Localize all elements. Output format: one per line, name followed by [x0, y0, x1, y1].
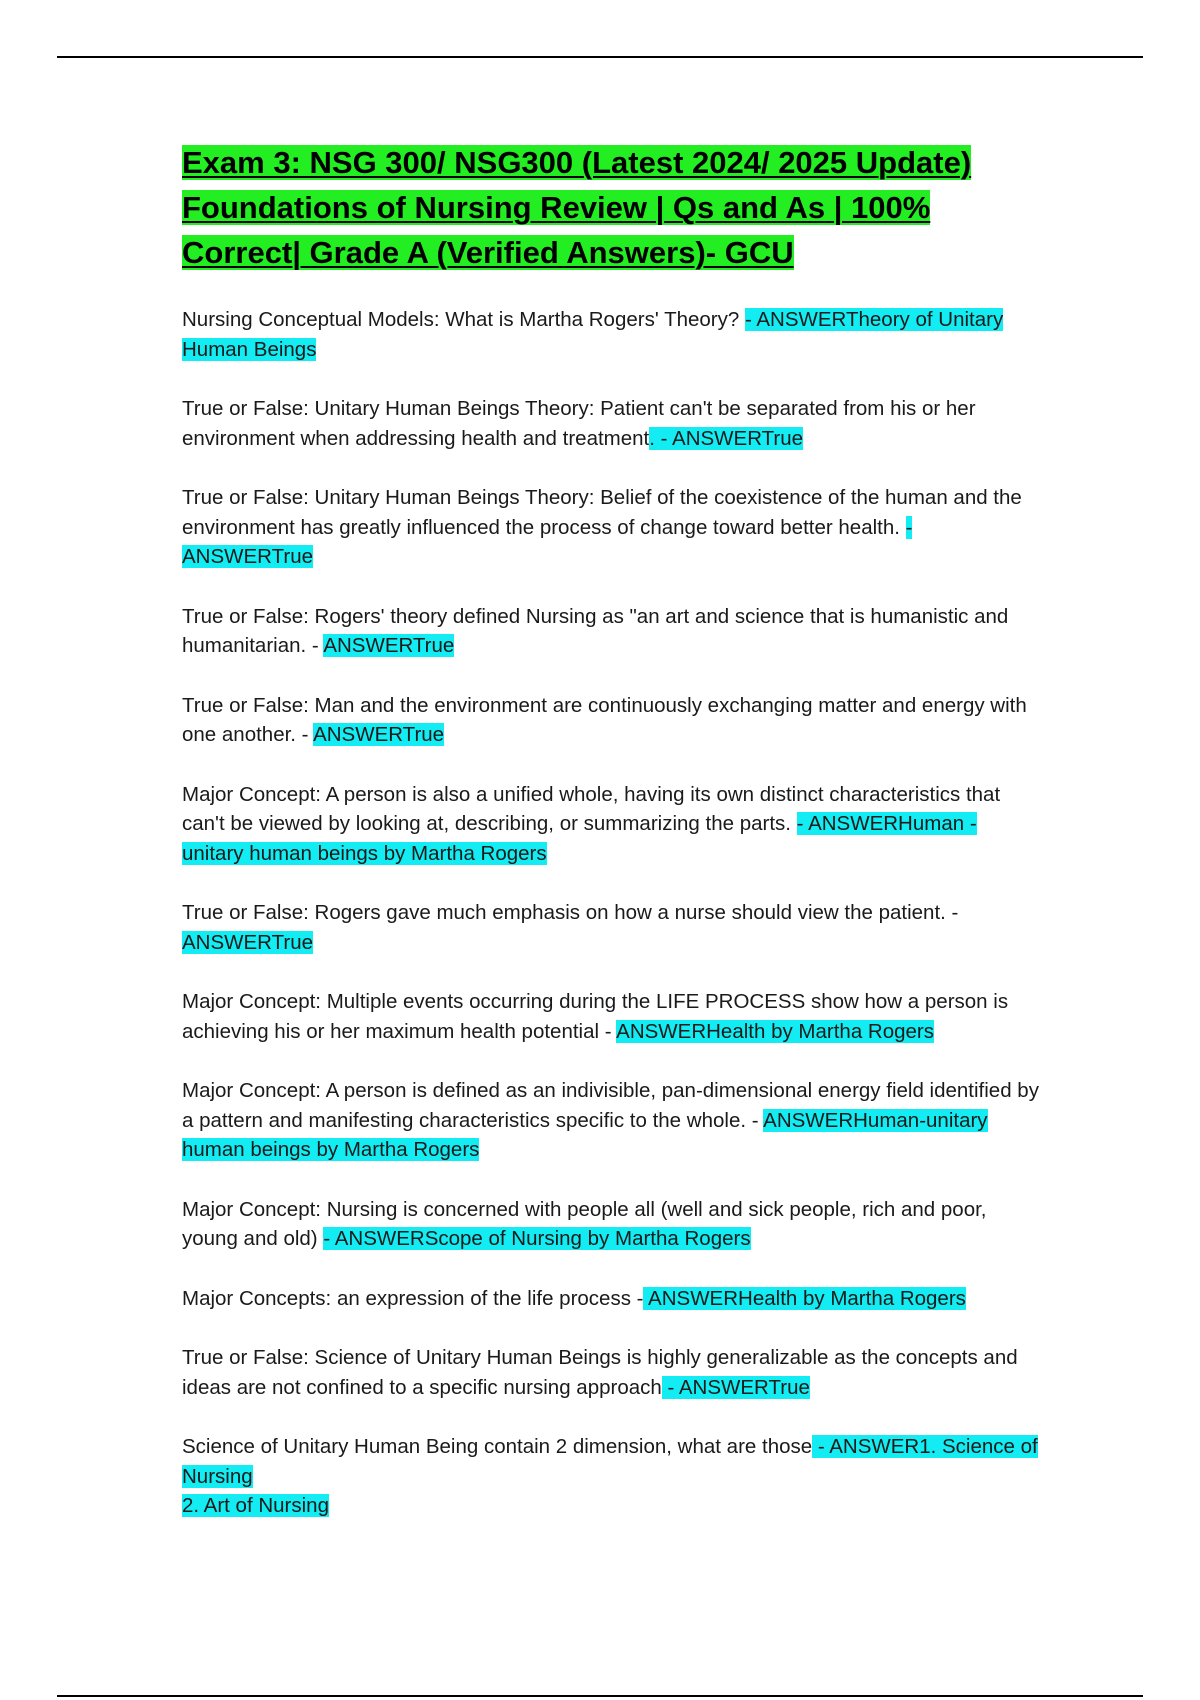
- top-rule: [57, 56, 1143, 58]
- answer-text: ANSWERTrue: [182, 930, 313, 954]
- answer-text: - ANSWERHuman - unitary human beings by Martha Rogers: [182, 812, 977, 865]
- question-text: Major Concepts: an expression of the life process -: [182, 1286, 644, 1310]
- bottom-rule: [57, 1695, 1143, 1697]
- qa-item-2: [182, 394, 1042, 453]
- question-text: True or False: Rogers gave much emphasis on how a nurse should view the patient. -: [182, 901, 959, 924]
- qa-item-5: [182, 691, 1042, 750]
- answer-text: . - ANSWERTrue: [649, 426, 804, 450]
- title-highlight: Exam 3: NSG 300/ NSG300 (Latest 2024/ 2025 Update) Foundations of Nursing Review | Qs and As | 100% Correct| Grade A (Verified Answers)- GCU: [182, 145, 972, 270]
- qa-item-10: [182, 1195, 1042, 1254]
- document-page: [182, 140, 1042, 1551]
- question-text: Science of Unitary Human Being contain 2 dimension, what are those: [182, 1435, 813, 1458]
- answer-text: ANSWERTrue: [323, 634, 455, 657]
- answer-text: ANSWERHealth by Martha Rogers: [643, 1286, 966, 1310]
- question-text: Nursing Conceptual Models: What is Martha Rogers' Theory?: [182, 308, 745, 331]
- question-text: True or False: Man and the environment are continuously exchanging matter and energy with one another. -: [182, 693, 1027, 746]
- answer-text: - ANSWERTheory of Unitary Human Beings: [182, 308, 1004, 361]
- qa-item-12: [182, 1343, 1042, 1402]
- answer-text: ANSWERHealth by Martha Rogers: [616, 1019, 935, 1043]
- document-title: [182, 140, 1042, 275]
- answer-text-line-2: 2. Art of Nursing: [182, 1494, 329, 1517]
- question-text: Major Concept: A person is defined as an indivisible, pan-dimensional energy field identified by a pattern and manifesting characteristics specific to the whole. -: [182, 1079, 1039, 1132]
- qa-item-8: [182, 987, 1042, 1046]
- question-text: Major Concept: A person is also a unified whole, having its own distinct characteristics that can't be viewed by looking at, describing, or summarizing the parts.: [182, 782, 1001, 835]
- question-text: Major Concept: Nursing is concerned with people all (well and sick people, rich and poor, young and old): [182, 1197, 987, 1250]
- question-text: True or False: Unitary Human Beings Theory: Belief of the coexistence of the human and the environment has greatly influenced the process of change toward better health.: [182, 486, 1022, 539]
- qa-item-9: [182, 1076, 1042, 1165]
- answer-text: ANSWERHuman-unitary human beings by Martha Rogers: [182, 1108, 988, 1161]
- answer-text: - ANSWER1. Science of Nursing: [182, 1435, 1038, 1488]
- answer-text: ANSWERTrue: [313, 723, 445, 746]
- answer-text: - ANSWERTrue: [182, 515, 913, 568]
- question-text: Major Concept: Multiple events occurring during the LIFE PROCESS show how a person is achieving his or her maximum health potential -: [182, 990, 1009, 1043]
- qa-item-6: [182, 780, 1042, 869]
- qa-item-13: [182, 1432, 1042, 1521]
- qa-item-7: [182, 898, 1042, 957]
- qa-item-1: [182, 305, 1042, 364]
- qa-item-11: [182, 1284, 1042, 1314]
- qa-item-3: [182, 483, 1042, 572]
- question-text: True or False: Unitary Human Beings Theory: Patient can't be separated from his or her environment when addressing health and treatment: [182, 397, 976, 450]
- question-text: True or False: Science of Unitary Human Beings is highly generalizable as the concepts and ideas are not confined to a specific nursing approach: [182, 1346, 1018, 1399]
- qa-item-4: [182, 602, 1042, 661]
- question-text: True or False: Rogers' theory defined Nursing as "an art and science that is humanistic and humanitarian. -: [182, 604, 1009, 657]
- answer-text: - ANSWERScope of Nursing by Martha Rogers: [323, 1227, 751, 1250]
- answer-text: - ANSWERTrue: [661, 1375, 810, 1399]
